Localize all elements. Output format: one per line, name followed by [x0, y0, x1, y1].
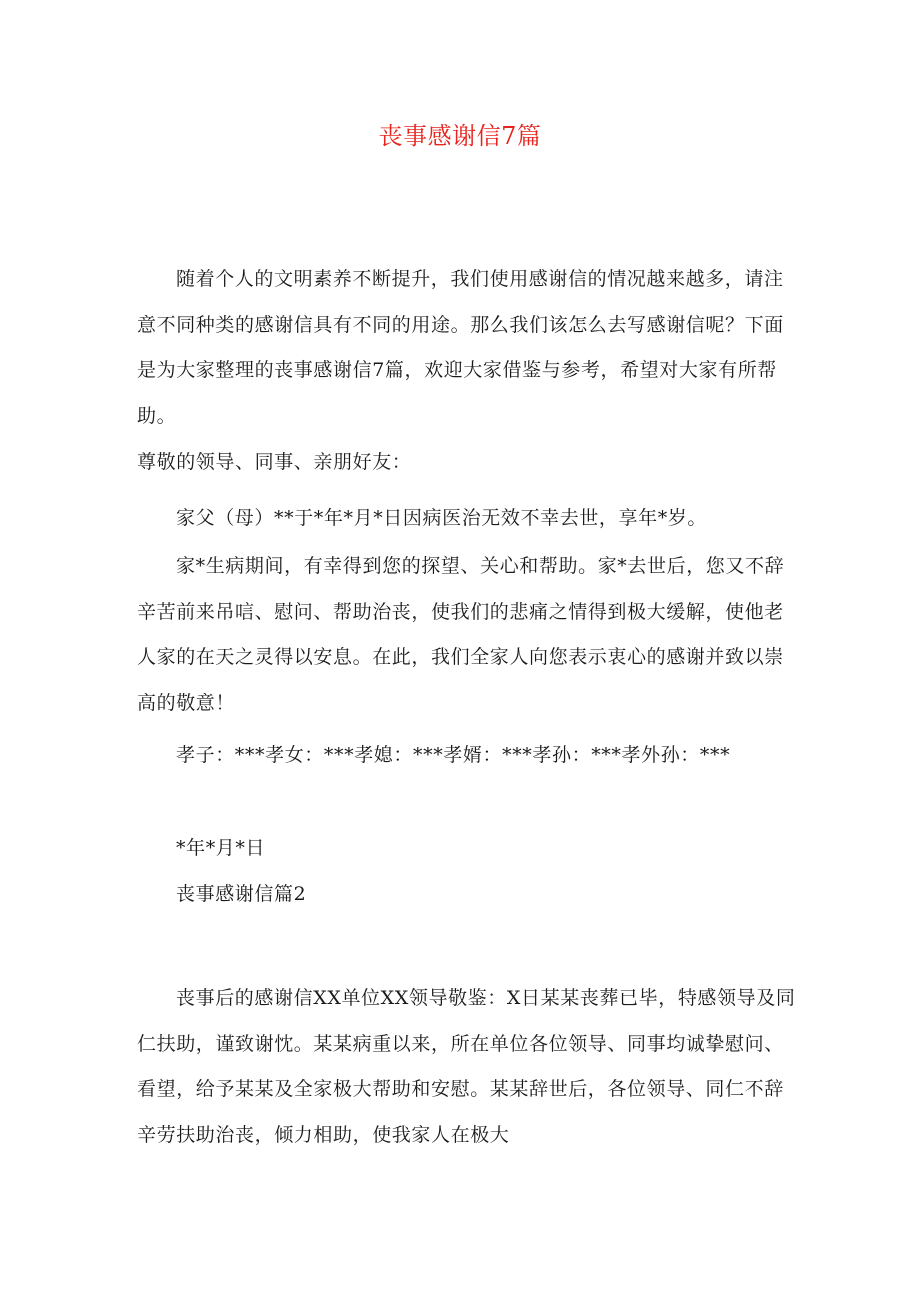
salutation: 尊敬的领导、同事、亲朋好友： [137, 451, 412, 473]
news-paragraph: 家父（母）**于*年*月*日因病医治无效不幸去世，享年*岁。 [176, 507, 708, 529]
signers-line: 孝子：***孝女：***孝媳：***孝婿：***孝孙：***孝外孙：*** [176, 744, 731, 766]
date-line: *年*月*日 [176, 837, 266, 859]
second-letter-paragraph: 丧事后的感谢信XX单位XX领导敬鉴：X日某某丧葬已毕，特感领导及同仁扶助，谨致谢忱。某某病重以来，所在单位各位领导、同事均诚挚慰问、看望，给予某某及全家极大帮助和安慰。某某辞世后，各位领导、同仁不辞辛劳扶助治丧，倾力相助，使我家人在极大 [137, 987, 796, 1146]
intro-paragraph: 随着个人的文明素养不断提升，我们使用感谢信的情况越来越多，请注意不同种类的感谢信具有不同的用途。那么我们该怎么去写感谢信呢？下面是为大家整理的丧事感谢信7篇，欢迎大家借鉴与参考，希望对大家有所帮助。 [137, 268, 784, 427]
document-title: 丧事感谢信7篇 [378, 122, 542, 150]
section-subtitle: 丧事感谢信篇2 [176, 883, 307, 905]
thanks-paragraph: 家*生病期间，有幸得到您的探望、关心和帮助。家*去世后，您又不辞辛苦前来吊唁、慰问、帮助治丧，使我们的悲痛之情得到极大缓解，使他老人家的在天之灵得以安息。在此，我们全家人向您表示衷心的感谢并致以崇高的敬意！ [137, 555, 785, 714]
